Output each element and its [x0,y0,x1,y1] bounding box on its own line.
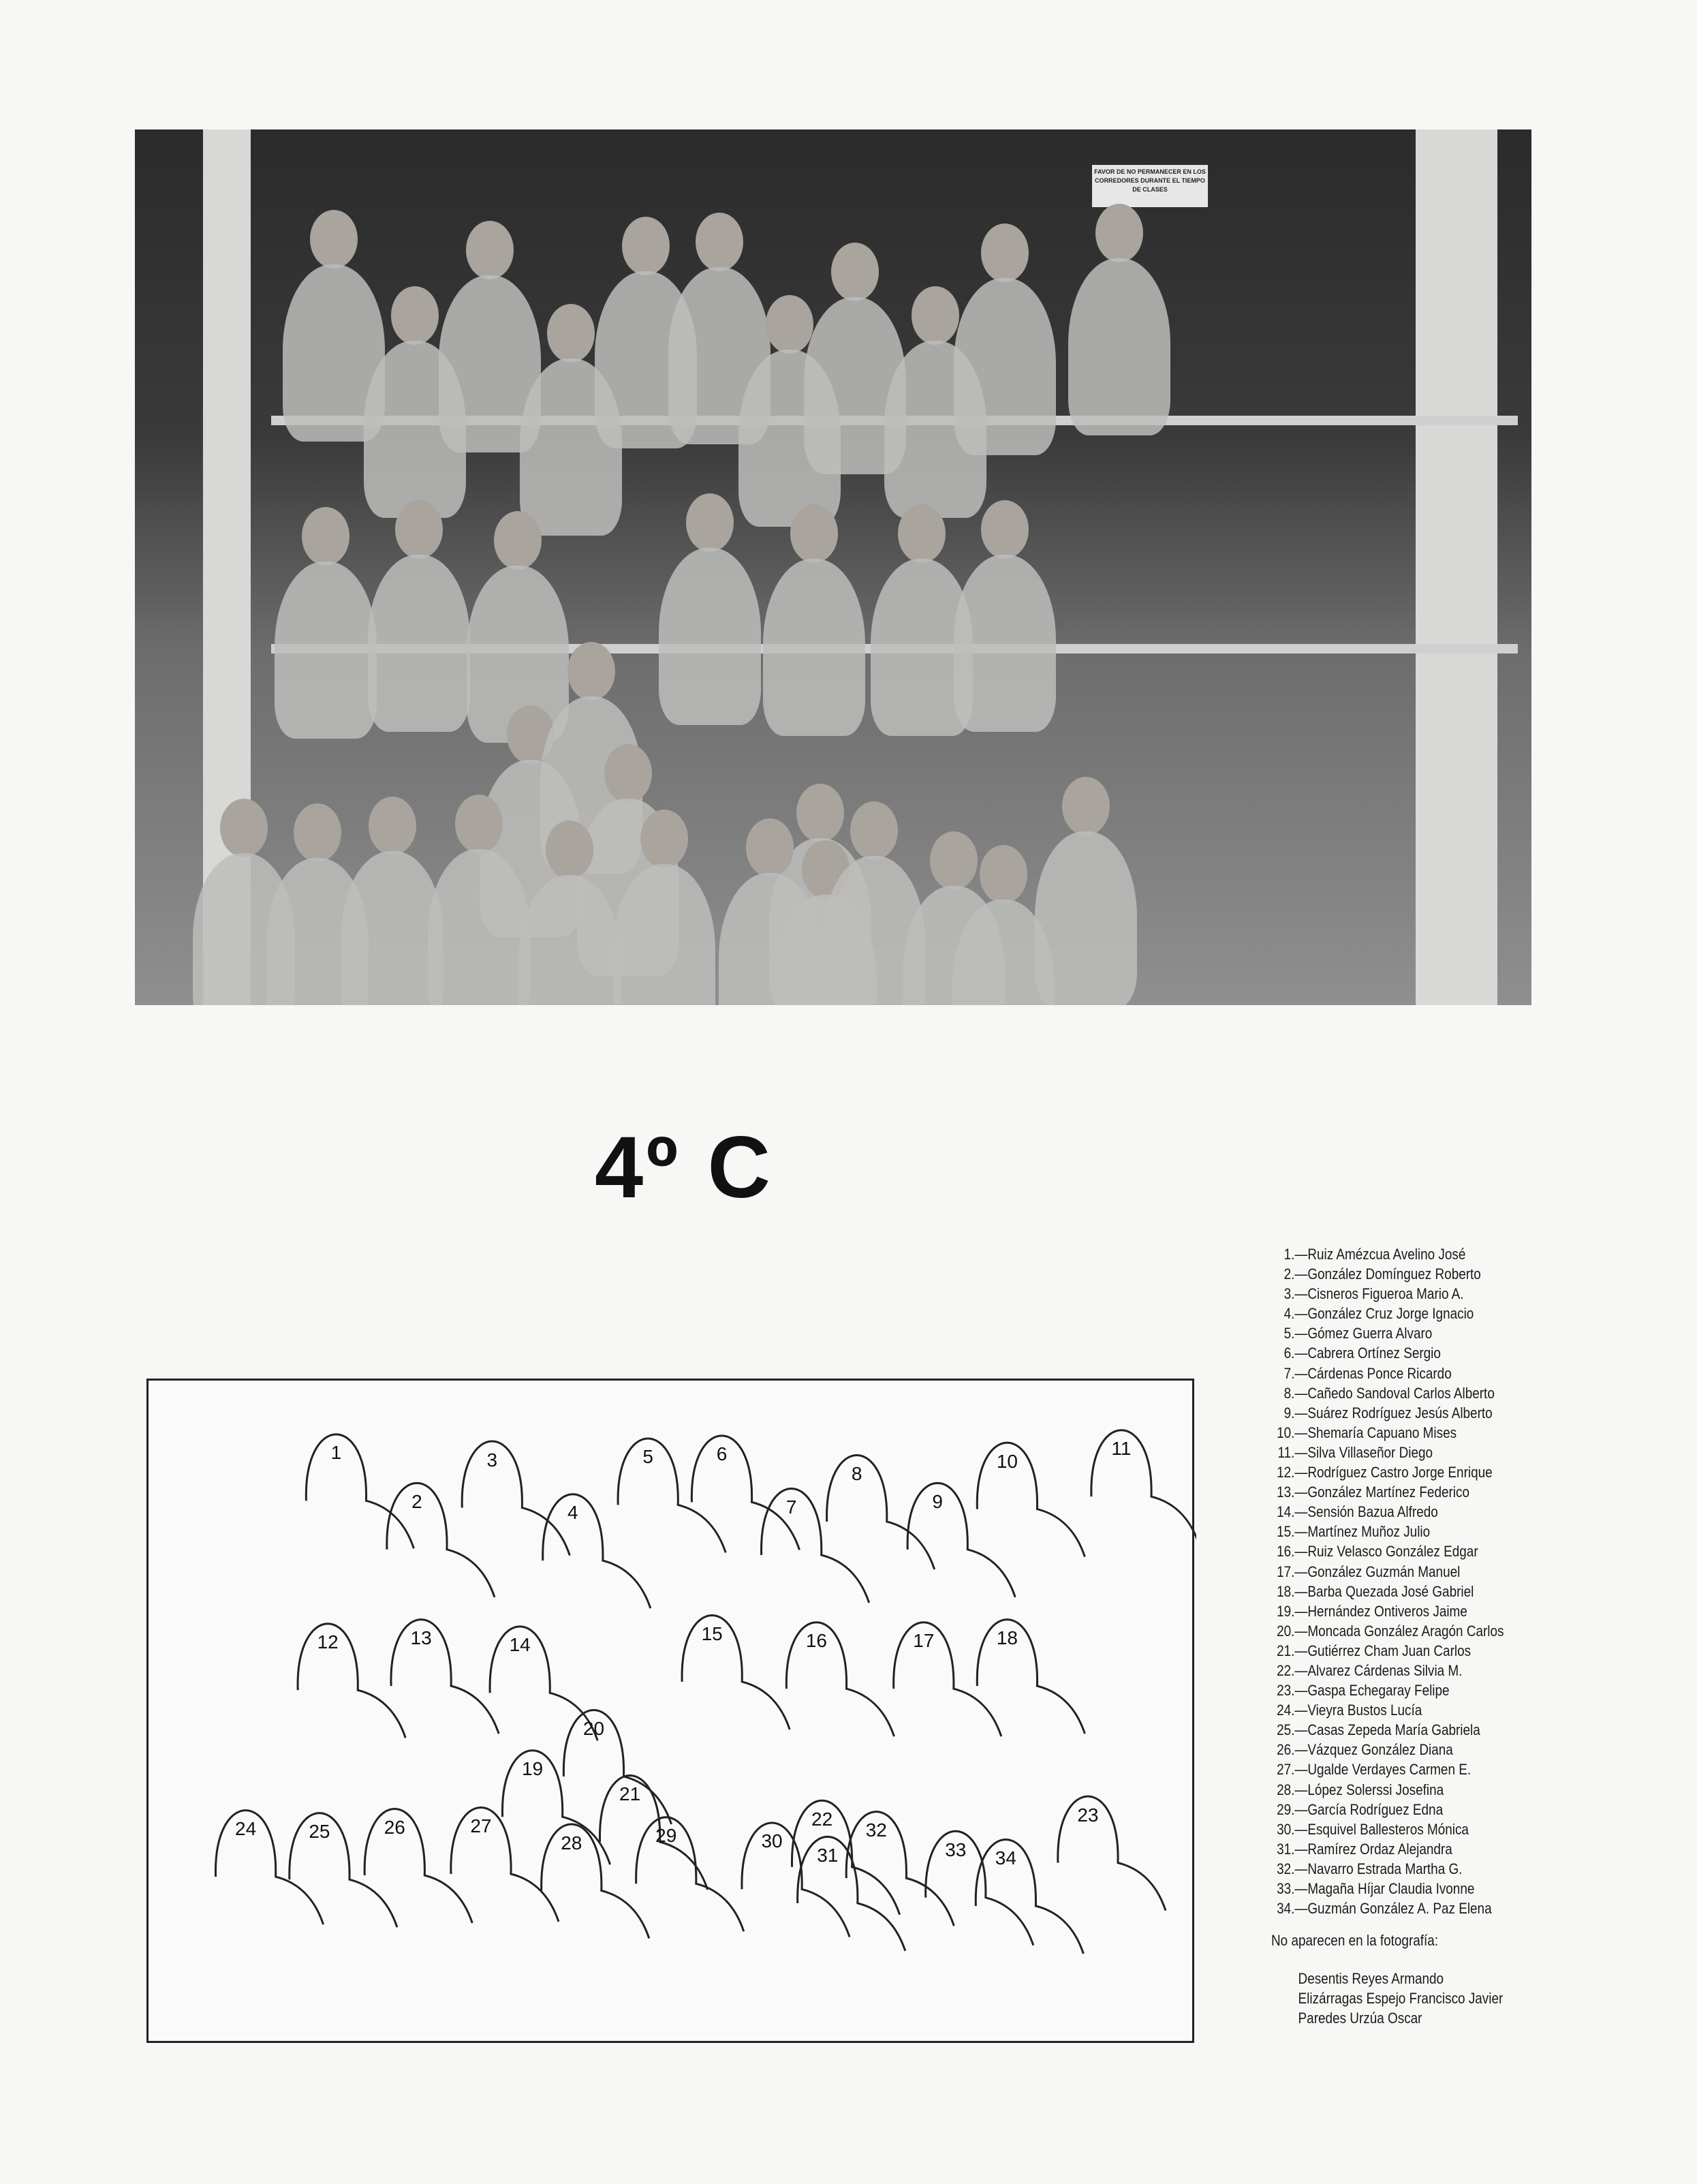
student-head [466,221,514,279]
diagram-label: 24 [235,1818,257,1840]
student-list-item: 19.—Hernández Ontiveros Jaime [1271,1601,1504,1621]
person-silhouette [691,1436,799,1550]
diagram-label: 27 [470,1815,492,1836]
person-silhouette [792,1800,899,1915]
student-list-item: 21.—Gutiérrez Cham Juan Carlos [1271,1641,1504,1661]
student-number: 12. [1277,1464,1295,1481]
person-silhouette [364,1809,472,1924]
diagram-label: 3 [486,1449,498,1471]
student-list-item: 2.—González Domínguez Roberto [1271,1264,1504,1284]
identification-diagram [146,1379,1194,2043]
diagram-label: 7 [785,1496,797,1518]
student-name: Martínez Muñoz Julio [1307,1523,1431,1541]
student-head [930,831,978,890]
student-body [954,278,1056,455]
student-name: González Domínguez Roberto [1307,1265,1481,1283]
student-list-item: 23.—Gaspa Echegaray Felipe [1271,1680,1504,1700]
diagram-label: 11 [1111,1438,1132,1460]
student-list [1271,1244,1504,1918]
person-silhouette [1091,1430,1196,1545]
student-head [686,493,734,552]
student-name: Cárdenas Ponce Ricardo [1307,1364,1452,1382]
student-list-item: 31.—Ramírez Ordaz Alejandra [1271,1839,1504,1859]
student-name: Vázquez González Diana [1307,1741,1453,1759]
student-list-item: 33.—Magaña Híjar Claudia Ivonne [1271,1879,1504,1898]
student-head [796,784,844,842]
diagram-label: 19 [521,1758,544,1780]
student-name: Cabrera Ortínez Sergio [1307,1344,1441,1362]
diagram-label: 26 [384,1817,405,1839]
person-silhouette [618,1439,726,1553]
student-list-item: 14.—Sensión Bazua Alfredo [1271,1502,1504,1522]
student-list-item: 3.—Cisneros Figueroa Mario A. [1271,1284,1504,1304]
student-name: González Martínez Federico [1307,1483,1469,1501]
diagram-label: 22 [811,1808,833,1830]
person-silhouette [636,1817,744,1932]
person-silhouette [387,1483,495,1597]
student-number: 10. [1277,1424,1295,1441]
student-name: Vieyra Bustos Lucía [1307,1702,1422,1719]
student-list-item: 7.—Cárdenas Ponce Ricardo [1271,1364,1504,1383]
student-head [1095,204,1143,262]
student-number: 17. [1277,1563,1295,1580]
person-silhouette [682,1615,790,1729]
student-list-item: 25.—Casas Zepeda María Gabriela [1271,1720,1504,1740]
student-number: 25. [1277,1721,1295,1739]
person-silhouette [298,1624,405,1738]
student-list-item: 1.—Ruiz Amézcua Avelino José [1271,1244,1504,1264]
student-list-item: 16.—Ruiz Velasco González Edgar [1271,1541,1504,1561]
student-number: 32. [1277,1860,1295,1877]
diagram-label: 25 [309,1821,330,1843]
student-head [369,797,416,855]
student-name: Esquivel Ballesteros Mónica [1307,1820,1469,1838]
student-list-item: 18.—Barba Quezada José Gabriel [1271,1582,1504,1601]
diagram-label: 20 [582,1717,605,1739]
student-number: 21. [1277,1642,1295,1659]
diagram-label: 8 [851,1462,862,1484]
student-head [696,213,743,271]
student-list-item: 12.—Rodríguez Castro Jorge Enrique [1271,1462,1504,1482]
student-number: 13. [1277,1483,1295,1501]
student-list-item: 29.—García Rodríguez Edna [1271,1800,1504,1819]
student-list-item: 6.—Cabrera Ortínez Sergio [1271,1343,1504,1363]
student-number: 27. [1277,1761,1295,1779]
diagram-label: 2 [411,1490,422,1512]
student-head [912,286,959,345]
student-list-item: 8.—Cañedo Sandoval Carlos Alberto [1271,1383,1504,1403]
student-number: 28. [1277,1781,1295,1798]
diagram-label: 13 [410,1627,432,1649]
student-number: 31. [1277,1840,1295,1858]
student-number: 2. [1283,1265,1295,1283]
student-list-item: 22.—Alvarez Cárdenas Silvia M. [1271,1661,1504,1680]
diagram-label: 17 [913,1630,935,1652]
diagram-label: 29 [655,1825,677,1847]
silhouettes [149,1381,1196,2045]
student-number: 8. [1283,1384,1295,1402]
student-name: López Solerssi Josefina [1307,1781,1444,1798]
diagram-label: 32 [865,1819,887,1841]
student-head [547,304,595,363]
diagram-label: 6 [716,1443,728,1465]
student-head [981,224,1029,282]
student-number: 29. [1277,1800,1295,1818]
student-head [850,801,898,860]
person-silhouette [543,1494,651,1609]
student-head [640,810,688,868]
person-silhouette [786,1622,894,1737]
student-number: 33. [1277,1880,1295,1897]
student-list-item: 32.—Navarro Estrada Martha G. [1271,1859,1504,1879]
student-number: 1. [1283,1246,1295,1263]
student-body [275,562,377,739]
student-number: 6. [1283,1344,1295,1362]
pillar [1416,129,1497,1005]
student-body [659,548,761,725]
student-number: 23. [1277,1682,1295,1699]
person-silhouette [907,1483,1015,1597]
student-name: Navarro Estrada Martha G. [1307,1860,1463,1877]
diagram-label: 4 [567,1502,578,1524]
student-head [567,642,615,701]
person-silhouette [462,1441,570,1556]
student-head [604,744,652,803]
person-silhouette [215,1811,323,1925]
student-number: 26. [1277,1741,1295,1759]
student-list-item: 34.—Guzmán González A. Paz Elena [1271,1898,1504,1918]
student-list-item: 17.—González Guzmán Manuel [1271,1562,1504,1582]
student-number: 15. [1277,1523,1295,1541]
person-silhouette [827,1455,935,1569]
student-name: García Rodríguez Edna [1307,1800,1444,1818]
student-name: Sensión Bazua Alfredo [1307,1503,1438,1521]
student-list-item: 15.—Martínez Muñoz Julio [1271,1522,1504,1541]
student-number: 16. [1277,1543,1295,1560]
diagram-label: 28 [561,1832,582,1854]
person-silhouette [977,1620,1085,1734]
student-name: Shemaría Capuano Mises [1307,1424,1457,1441]
student-name: Silva Villaseñor Diego [1307,1443,1433,1461]
student-list-item: 28.—López Solerssi Josefina [1271,1780,1504,1800]
person-silhouette [742,1823,850,1937]
student-number: 11. [1277,1443,1295,1461]
student-body [428,849,530,1005]
person-silhouette [306,1434,414,1549]
diagram-label: 21 [619,1783,641,1804]
student-number: 20. [1277,1622,1295,1640]
absent-heading: No aparecen en la fotografía: [1271,1932,1439,1949]
student-head [546,820,593,879]
student-head [746,818,794,877]
student-head [310,210,358,268]
diagram-label: 15 [701,1622,723,1644]
student-name: Gómez Guerra Alvaro [1307,1325,1433,1342]
diagram-label: 1 [330,1442,342,1464]
student-name: Ruiz Amézcua Avelino José [1307,1246,1466,1263]
student-number: 24. [1277,1702,1295,1719]
student-name: Casas Zepeda María Gabriela [1307,1721,1480,1739]
page-title: 4º C [595,1119,773,1216]
student-body [368,555,470,732]
student-number: 18. [1277,1582,1295,1600]
student-list-item: 26.—Vázquez González Diana [1271,1740,1504,1759]
student-name: Ugalde Verdayes Carmen E. [1307,1761,1472,1779]
student-name: Guzmán González A. Paz Elena [1307,1900,1492,1918]
diagram-label: 14 [509,1634,531,1656]
student-list-item: 13.—González Martínez Federico [1271,1482,1504,1502]
student-list-item: 9.—Suárez Rodríguez Jesús Alberto [1271,1403,1504,1423]
student-head [1062,777,1110,835]
student-name: Gaspa Echegaray Felipe [1307,1682,1450,1699]
student-number: 19. [1277,1602,1295,1620]
student-head [898,504,946,563]
diagram-label: 30 [761,1830,783,1852]
person-silhouette [563,1710,671,1824]
student-head [395,500,443,559]
student-body [763,559,865,736]
corridor-sign: FAVOR DE NO PERMANECER EN LOS CORREDORES DURANTE EL TIEMPO DE CLASES [1092,165,1208,207]
student-list-item: 5.—Gómez Guerra Alvaro [1271,1323,1504,1343]
diagram-label: 31 [817,1844,839,1866]
student-body [954,555,1056,732]
absent-list [1298,1969,1504,2028]
student-name: Ramírez Ordaz Alejandra [1307,1840,1452,1858]
person-silhouette [846,1812,954,1926]
person-silhouette [502,1751,610,1865]
person-silhouette [490,1627,597,1741]
student-head [455,795,503,853]
diagram-label: 9 [932,1490,944,1512]
student-head [831,243,879,301]
student-number: 9. [1283,1404,1295,1421]
student-list-item: 30.—Esquivel Ballesteros Mónica [1271,1819,1504,1839]
student-list-item: 10.—Shemaría Capuano Mises [1271,1423,1504,1443]
student-head [294,803,341,862]
student-number: 5. [1283,1325,1295,1342]
diagram-label: 16 [805,1630,828,1652]
student-name: Barba Quezada José Gabriel [1307,1582,1474,1600]
student-name: Ruiz Velasco González Edgar [1307,1543,1478,1560]
student-head [980,845,1027,904]
student-number: 22. [1277,1661,1295,1679]
person-silhouette [290,1813,397,1928]
student-number: 14. [1277,1503,1295,1521]
student-number: 34. [1277,1900,1295,1918]
student-name: Suárez Rodríguez Jesús Alberto [1307,1404,1493,1421]
student-head [790,504,838,563]
student-body [1068,258,1170,435]
student-number: 7. [1283,1364,1295,1382]
student-number: 3. [1283,1285,1295,1303]
absent-section [1271,1932,1503,2028]
student-name: Moncada González Aragón Carlos [1307,1622,1504,1640]
student-list-item: 20.—Moncada González Aragón Carlos [1271,1621,1504,1641]
student-head [766,295,813,354]
student-head [981,500,1029,559]
person-silhouette [977,1443,1085,1557]
student-name: González Guzmán Manuel [1307,1563,1461,1580]
absent-name: Elizárragas Espejo Francisco Javier [1298,1990,1504,2007]
student-number: 30. [1277,1820,1295,1838]
student-list-item: 24.—Vieyra Bustos Lucía [1271,1700,1504,1720]
student-head [302,507,349,566]
diagram-label: 12 [317,1631,339,1653]
student-head [622,217,670,275]
student-name: Cañedo Sandoval Carlos Alberto [1307,1384,1495,1402]
person-silhouette [391,1620,499,1734]
student-head [494,511,542,570]
class-photo [135,129,1531,1005]
student-list-item: 11.—Silva Villaseñor Diego [1271,1443,1504,1462]
student-list-item: 4.—González Cruz Jorge Ignacio [1271,1304,1504,1323]
student-number: 4. [1283,1305,1295,1323]
person-silhouette [762,1489,869,1603]
student-name: Magaña Híjar Claudia Ivonne [1307,1880,1475,1897]
diagram-label: 34 [995,1847,1016,1868]
absent-name: Paredes Urzúa Oscar [1298,2010,1422,2027]
student-list-item: 27.—Ugalde Verdayes Carmen E. [1271,1759,1504,1779]
student-name: Rodríguez Castro Jorge Enrique [1307,1464,1493,1481]
diagram-label: 18 [996,1627,1018,1649]
diagram-label: 5 [642,1446,653,1468]
student-head [391,286,439,345]
student-name: Gutiérrez Cham Juan Carlos [1307,1642,1472,1659]
student-name: Hernández Ontiveros Jaime [1307,1602,1467,1620]
diagram-label: 10 [996,1450,1018,1472]
diagram-label: 33 [945,1839,967,1860]
student-head [220,799,268,857]
student-name: González Cruz Jorge Ignacio [1307,1305,1474,1323]
student-name: Cisneros Figueroa Mario A. [1307,1285,1464,1303]
person-silhouette [1058,1796,1166,1911]
student-name: Alvarez Cárdenas Silvia M. [1307,1661,1463,1679]
person-silhouette [926,1831,1033,1945]
diagram-label: 23 [1077,1804,1099,1826]
absent-name: Desentis Reyes Armando [1298,1970,1444,1987]
